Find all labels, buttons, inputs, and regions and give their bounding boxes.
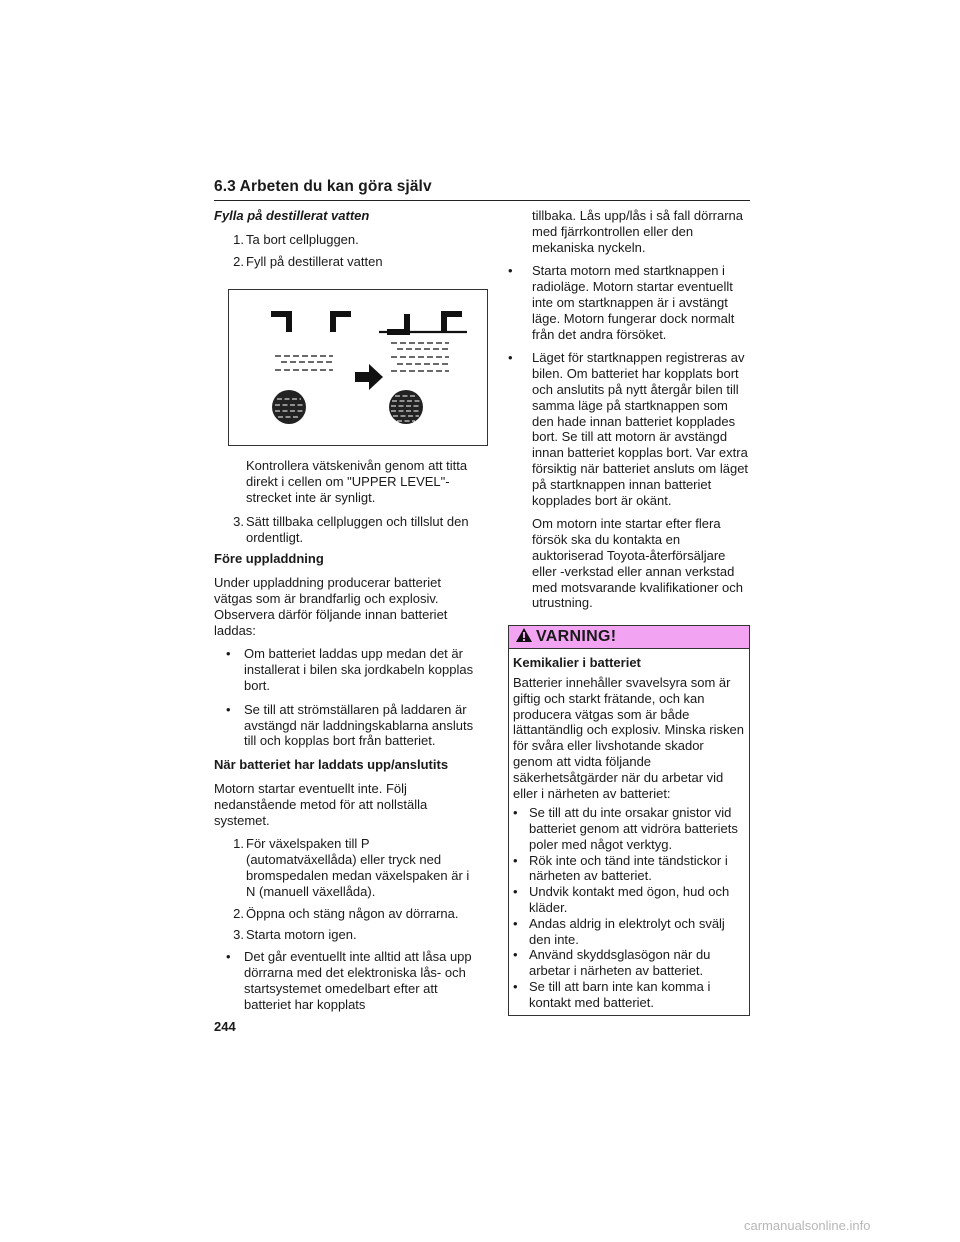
heading-before-charging: Före uppladdning bbox=[214, 551, 324, 567]
paragraph-contact-dealer: Om motorn inte startar efter flera försök ska du kontakta en auktoriserad Toyota-återförsäljare eller -verkstad eller annan verkstad med motsvarande kvalifikationer och utrustning. bbox=[532, 516, 743, 611]
warning-intro: Batterier innehåller svavelsyra som är giftig och starkt frätande, och kan producera vätgas som är både lättantändlig och explosiv. Minska risken för svåra eller livshotande skador genom att vidta följande säkerhetsåtgärder när du arbetar vid eller i närheten av batteriet: bbox=[513, 674, 744, 801]
warning-item: • Se till att du inte orsakar gnistor vid batteriet genom att vidröra batteriets poler med något verktyg. bbox=[513, 805, 738, 852]
step-1: 1. Ta bort cellpluggen. bbox=[233, 231, 359, 247]
warning-item: • Använd skyddsglasögon när du arbetar i närheten av batteriet. bbox=[513, 947, 711, 979]
warning-title: VARNING! bbox=[536, 628, 617, 646]
paragraph-after-charging: Motorn startar eventuellt inte. Följ nedanstående metod för att nollställa systemet. bbox=[214, 780, 428, 828]
cell-after bbox=[379, 314, 467, 424]
cell-before bbox=[271, 314, 351, 424]
step-2: 2. Fyll på destillerat vatten bbox=[233, 253, 383, 269]
reset-step-2: 2. Öppna och stäng någon av dörrarna. bbox=[233, 905, 459, 921]
watermark: carmanualsonline.info bbox=[744, 1218, 871, 1233]
bullet-charger-switch: • Se till att strömställaren på laddaren är avstängd när laddningskablarna ansluts till och kopplas bort från batteriet. bbox=[226, 701, 474, 749]
electrolyte-level-figure bbox=[228, 289, 488, 446]
warning-title-bar bbox=[509, 626, 749, 649]
heading-after-charging: När batteriet har laddats upp/anslutits bbox=[214, 757, 449, 773]
step-3: 3. Sätt tillbaka cellpluggen och tillslut den ordentligt. bbox=[233, 513, 469, 545]
warning-item: • Rök inte och tänd inte tändstickor i närheten av batteriet. bbox=[513, 852, 728, 884]
paragraph-before-charging: Under uppladdning producerar batteriet vätgas som är brandfarlig och explosiv. Observera därför följande innan batteriet laddas: bbox=[214, 575, 448, 638]
section-header: 6.3 Arbeten du kan göra själv bbox=[214, 178, 750, 201]
warning-heading: Kemikalier i batteriet bbox=[513, 655, 641, 671]
reset-step-1: 1. För växelspaken till P (automatväxellåda) eller tryck ned bromspedalen medan växelspaken är i N (manuell växellåda). bbox=[233, 836, 470, 899]
bullet-door-unlock: • Det går eventuellt inte alltid att låsa upp dörrarna med det elektroniska lås- och startsystemet omedelbart efter att batteriet har kopplats bbox=[226, 949, 472, 1012]
heading-fill-water: Fylla på destillerat vatten bbox=[214, 208, 370, 223]
warning-item: • Se till att barn inte kan komma i kontakt med batteriet. bbox=[513, 979, 711, 1010]
warning-triangle-icon bbox=[515, 627, 533, 648]
left-column bbox=[214, 208, 476, 1020]
reset-step-3: 3. Starta motorn igen. bbox=[233, 927, 357, 943]
warning-body bbox=[509, 649, 749, 1015]
arrow-right-icon bbox=[355, 364, 383, 390]
warning-item: • Andas aldrig in elektrolyt och svälj den inte. bbox=[513, 915, 725, 947]
figure-note: Kontrollera vätskenivån genom att titta direkt i cellen om "UPPER LEVEL"-strecket inte är synligt. bbox=[246, 458, 468, 505]
warning-item: • Undvik kontakt med ögon, hud och kläder. bbox=[513, 884, 730, 916]
cell-level-illustration bbox=[229, 290, 487, 445]
bullet-start-button-radio: • Starta motorn med startknappen i radioläge. Motorn startar eventuellt inte om startknappen är i avstängt läge. Motorn fungerar dock normalt från det andra försöket. bbox=[508, 263, 735, 342]
bullet-ground-cable: • Om batteriet laddas upp medan det är installerat i bilen ska jordkabeln kopplas bort. bbox=[226, 646, 474, 693]
right-column bbox=[508, 208, 751, 1016]
bullet-start-button-mode: • Läget för startknappen registreras av bilen. Om batteriet har kopplats bort och anslutits på nytt återgår bilen till samma läge på startknappen som den hade innan batteriet kopplades bort. Se till att motorn är avstängd innan batteriet kopplas bort. Var extra försiktig när batteriet ansluts om läget på startknappen innan batteriet kopplades bort är okänt. bbox=[508, 350, 749, 508]
page-number: 244 bbox=[214, 1019, 236, 1034]
warning-box bbox=[508, 625, 750, 1016]
bullet-door-unlock-continued: tillbaka. Lås upp/lås i så fall dörrarna med fjärrkontrollen eller den mekaniska nyckeln. bbox=[532, 208, 744, 255]
